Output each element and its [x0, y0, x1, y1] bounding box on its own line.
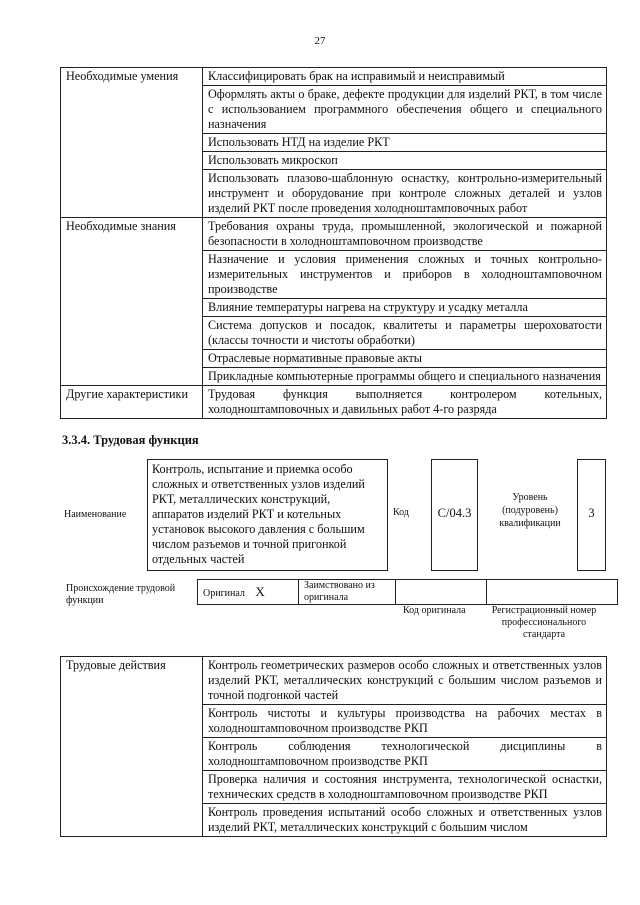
origin-table [197, 579, 618, 605]
section-heading: 3.3.4. Трудовая функция [62, 433, 199, 447]
table-cell: Система допусков и посадок, квалитеты и параметры шероховатости (классы точности и чистоты обработки) [203, 317, 607, 350]
reg-number-caption: Регистрационный номер профессионального стандарта [491, 605, 597, 640]
table-cell: Оформлять акты о браке, дефекте продукции для изделий РКТ, в том числе с использованием программного обеспечения общего и специального назначения [203, 86, 607, 134]
row-label: Необходимые знания [61, 218, 203, 386]
code-original-caption: Код оригинала [403, 605, 466, 616]
table-cell: Влияние температуры нагрева на структуру и усадку металла [203, 299, 607, 317]
row-label: Необходимые умения [61, 68, 203, 218]
function-level: 3 [577, 459, 606, 571]
code-label: Код [393, 507, 409, 518]
table-cell: Классифицировать брак на исправимый и неисправимый [203, 68, 607, 86]
reg-number-cell [487, 580, 618, 605]
table-cell: Назначение и условия применения сложных и точных контрольно-измерительных инструментов и приборов в холодноштамповочном производстве [203, 251, 607, 299]
table-cell: Проверка наличия и состояния инструмента, технологической оснастки, технических средств в холодноштамповочном производстве РКП [203, 771, 607, 804]
table-cell: Контроль проведения испытаний особо сложных и ответственных узлов изделий РКТ, металлических конструкций с большим числом [203, 804, 607, 837]
table-cell: Контроль геометрических размеров особо сложных и ответственных узлов изделий РКТ, металлических конструкций с большим числом разъемов и точной подгонкой частей [203, 657, 607, 705]
code-original-cell [396, 580, 487, 605]
actions-table [60, 656, 607, 837]
table-row [61, 657, 607, 705]
original-cell [198, 580, 299, 605]
table-cell: Контроль соблюдения технологической дисциплины в холодноштамповочном производстве РКП [203, 738, 607, 771]
origin-label: Происхождение трудовой функции [66, 583, 176, 606]
table-row [61, 218, 607, 251]
function-code: С/04.3 [431, 459, 478, 571]
table-cell: Использовать плазово-шаблонную оснастку, контрольно-измерительный инструмент и оборудование при контроле сложных деталей и узлов изделий РКТ после проведения холодноштамповочных работ [203, 170, 607, 218]
table-cell: Использовать микроскоп [203, 152, 607, 170]
name-label: Наименование [64, 509, 127, 520]
row-label: Другие характеристики [61, 386, 203, 419]
table-cell: Контроль чистоты и культуры производства на рабочих местах в холодноштамповочном производстве РКП [203, 705, 607, 738]
level-label: Уровень (подуровень) квалификации [499, 492, 561, 529]
table-cell: Трудовая функция выполняется контролером котельных, холодноштамповочных и давильных работ 4-го разряда [203, 386, 607, 419]
original-mark: X [255, 584, 265, 599]
page-number: 27 [314, 35, 326, 47]
table-row [61, 68, 607, 86]
original-label: Оригинал [203, 588, 245, 599]
borrowed-label: Заимствовано из оригинала [299, 580, 396, 605]
row-label: Трудовые действия [61, 657, 203, 837]
function-name: Контроль, испытание и приемка особо сложных и ответственных узлов изделий РКТ, металлических конструкций, аппаратов изделий РКТ и котельных установок высокого давления с большим числом разъемов и точной пригонкой отдельных частей [147, 459, 388, 571]
skills-table [60, 67, 607, 419]
table-cell: Использовать НТД на изделие РКТ [203, 134, 607, 152]
table-cell: Отраслевые нормативные правовые акты [203, 350, 607, 368]
table-cell: Прикладные компьютерные программы общего и специального назначения [203, 368, 607, 386]
table-cell: Требования охраны труда, промышленной, экологической и пожарной безопасности в холодноштамповочном производстве [203, 218, 607, 251]
table-row [61, 386, 607, 419]
